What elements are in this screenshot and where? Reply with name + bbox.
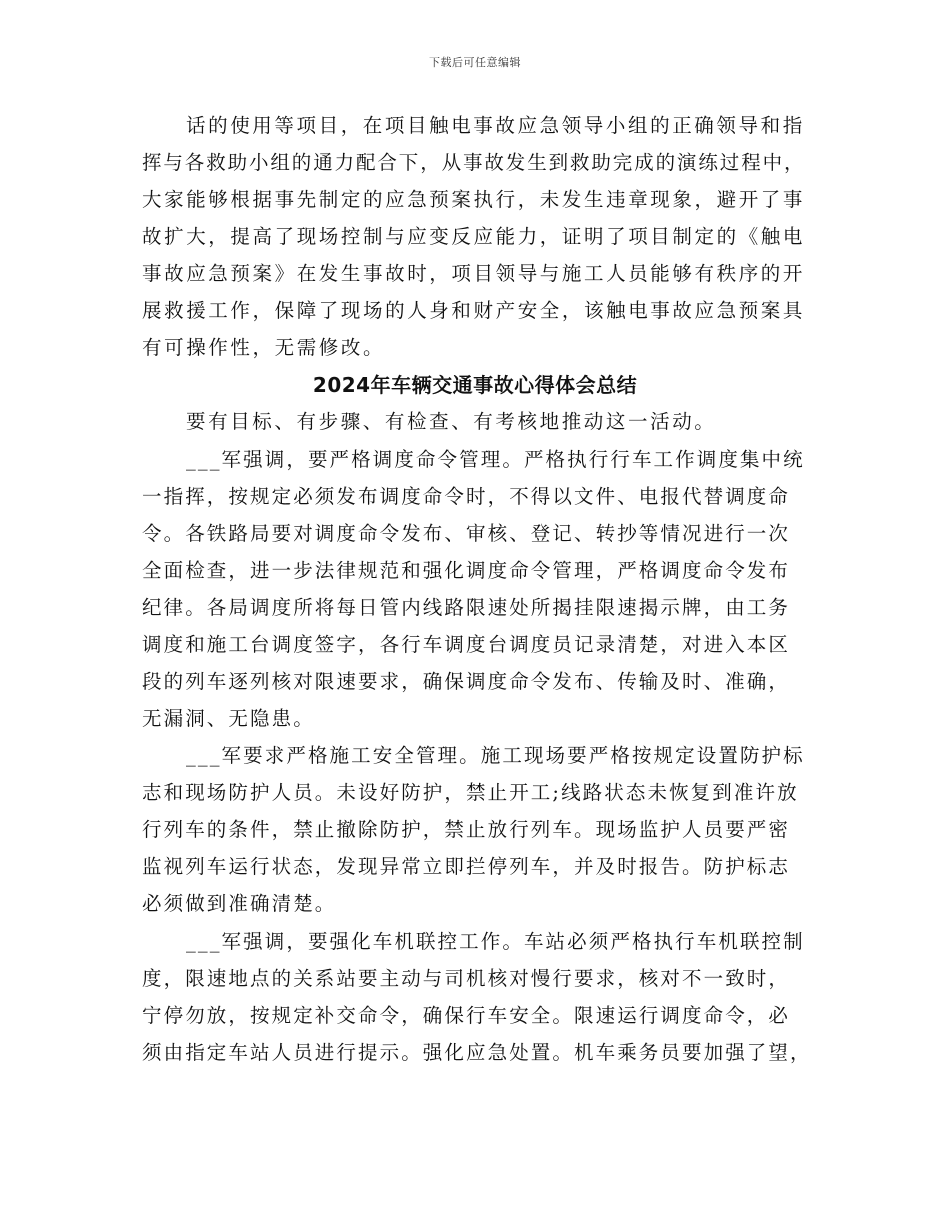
paragraph-line: 监视列车运行状态，发现异常立即拦停列车，并及时报告。防护标志 — [142, 855, 791, 878]
paragraph-line: 有可操作性，无需修改。 — [142, 336, 386, 359]
paragraph-line: 段的列车逐列核对限速要求，确保调度命令发布、传输及时、准确， — [142, 670, 791, 693]
paragraph-line: ___军强调，要强化车机联控工作。车站必须严格执行车机联控制 — [186, 930, 805, 953]
paragraph-line: ___军强调，要严格调度命令管理。严格执行行车工作调度集中统 — [186, 448, 805, 471]
paragraph-line: 调度和施工台调度签字，各行车调度台调度员记录清楚，对进入本区 — [142, 633, 791, 656]
paragraph-line: 宁停勿放，按规定补交命令，确保行车安全。限速运行调度命令，必 — [142, 1004, 791, 1027]
paragraph-line: 故扩大，提高了现场控制与应变反应能力，证明了项目制定的《触电 — [142, 225, 806, 248]
paragraph-line: ___军要求严格施工安全管理。施工现场要严格按规定设置防护标 — [186, 744, 805, 767]
paragraph-line: 志和现场防护人员。未设好防护，禁止开工;线路状态未恢复到准许放 — [142, 781, 799, 804]
paragraph-line: 无漏洞、无隐患。 — [142, 707, 315, 730]
paragraph-line: 话的使用等项目，在项目触电事故应急领导小组的正确领导和指 — [186, 114, 805, 137]
page-header: 下载后可任意编辑 — [429, 56, 521, 69]
paragraph-line: 必须做到准确清楚。 — [142, 892, 337, 915]
paragraph-line: 全面检查，进一步法律规范和强化调度命令管理，严格调度命令发布 — [142, 559, 791, 582]
section-title: 2024年车辆交通事故心得体会总结 — [312, 373, 638, 397]
paragraph-line: 一指挥，按规定必须发布调度命令时，不得以文件、电报代替调度命 — [142, 485, 791, 508]
paragraph-line: 须由指定车站人员进行提示。强化应急处置。机车乘务员要加强了望， — [142, 1041, 812, 1064]
paragraph-line: 纪律。各局调度所将每日管内线路限速处所揭挂限速揭示牌，由工务 — [142, 596, 791, 619]
paragraph-line: 挥与各救助小组的通力配合下，从事故发生到救助完成的演练过程中， — [142, 151, 806, 174]
paragraph-line: 展救援工作，保障了现场的人身和财产安全，该触电事故应急预案具 — [142, 299, 806, 322]
paragraph-line: 度，限速地点的关系站要主动与司机核对慢行要求，核对不一致时， — [142, 967, 791, 990]
paragraph-line: 令。各铁路局要对调度命令发布、审核、登记、转抄等情况进行一次 — [142, 522, 791, 545]
paragraph-line: 行列车的条件，禁止撤除防护，禁止放行列车。现场监护人员要严密 — [142, 818, 791, 841]
paragraph-line: 大家能够根据事先制定的应急预案执行，未发生违章现象，避开了事 — [142, 188, 806, 211]
paragraph-line: 事故应急预案》在发生事故时，项目领导与施工人员能够有秩序的开 — [142, 262, 806, 285]
paragraph-line: 要有目标、有步骤、有检查、有考核地推动这一活动。 — [186, 410, 717, 433]
